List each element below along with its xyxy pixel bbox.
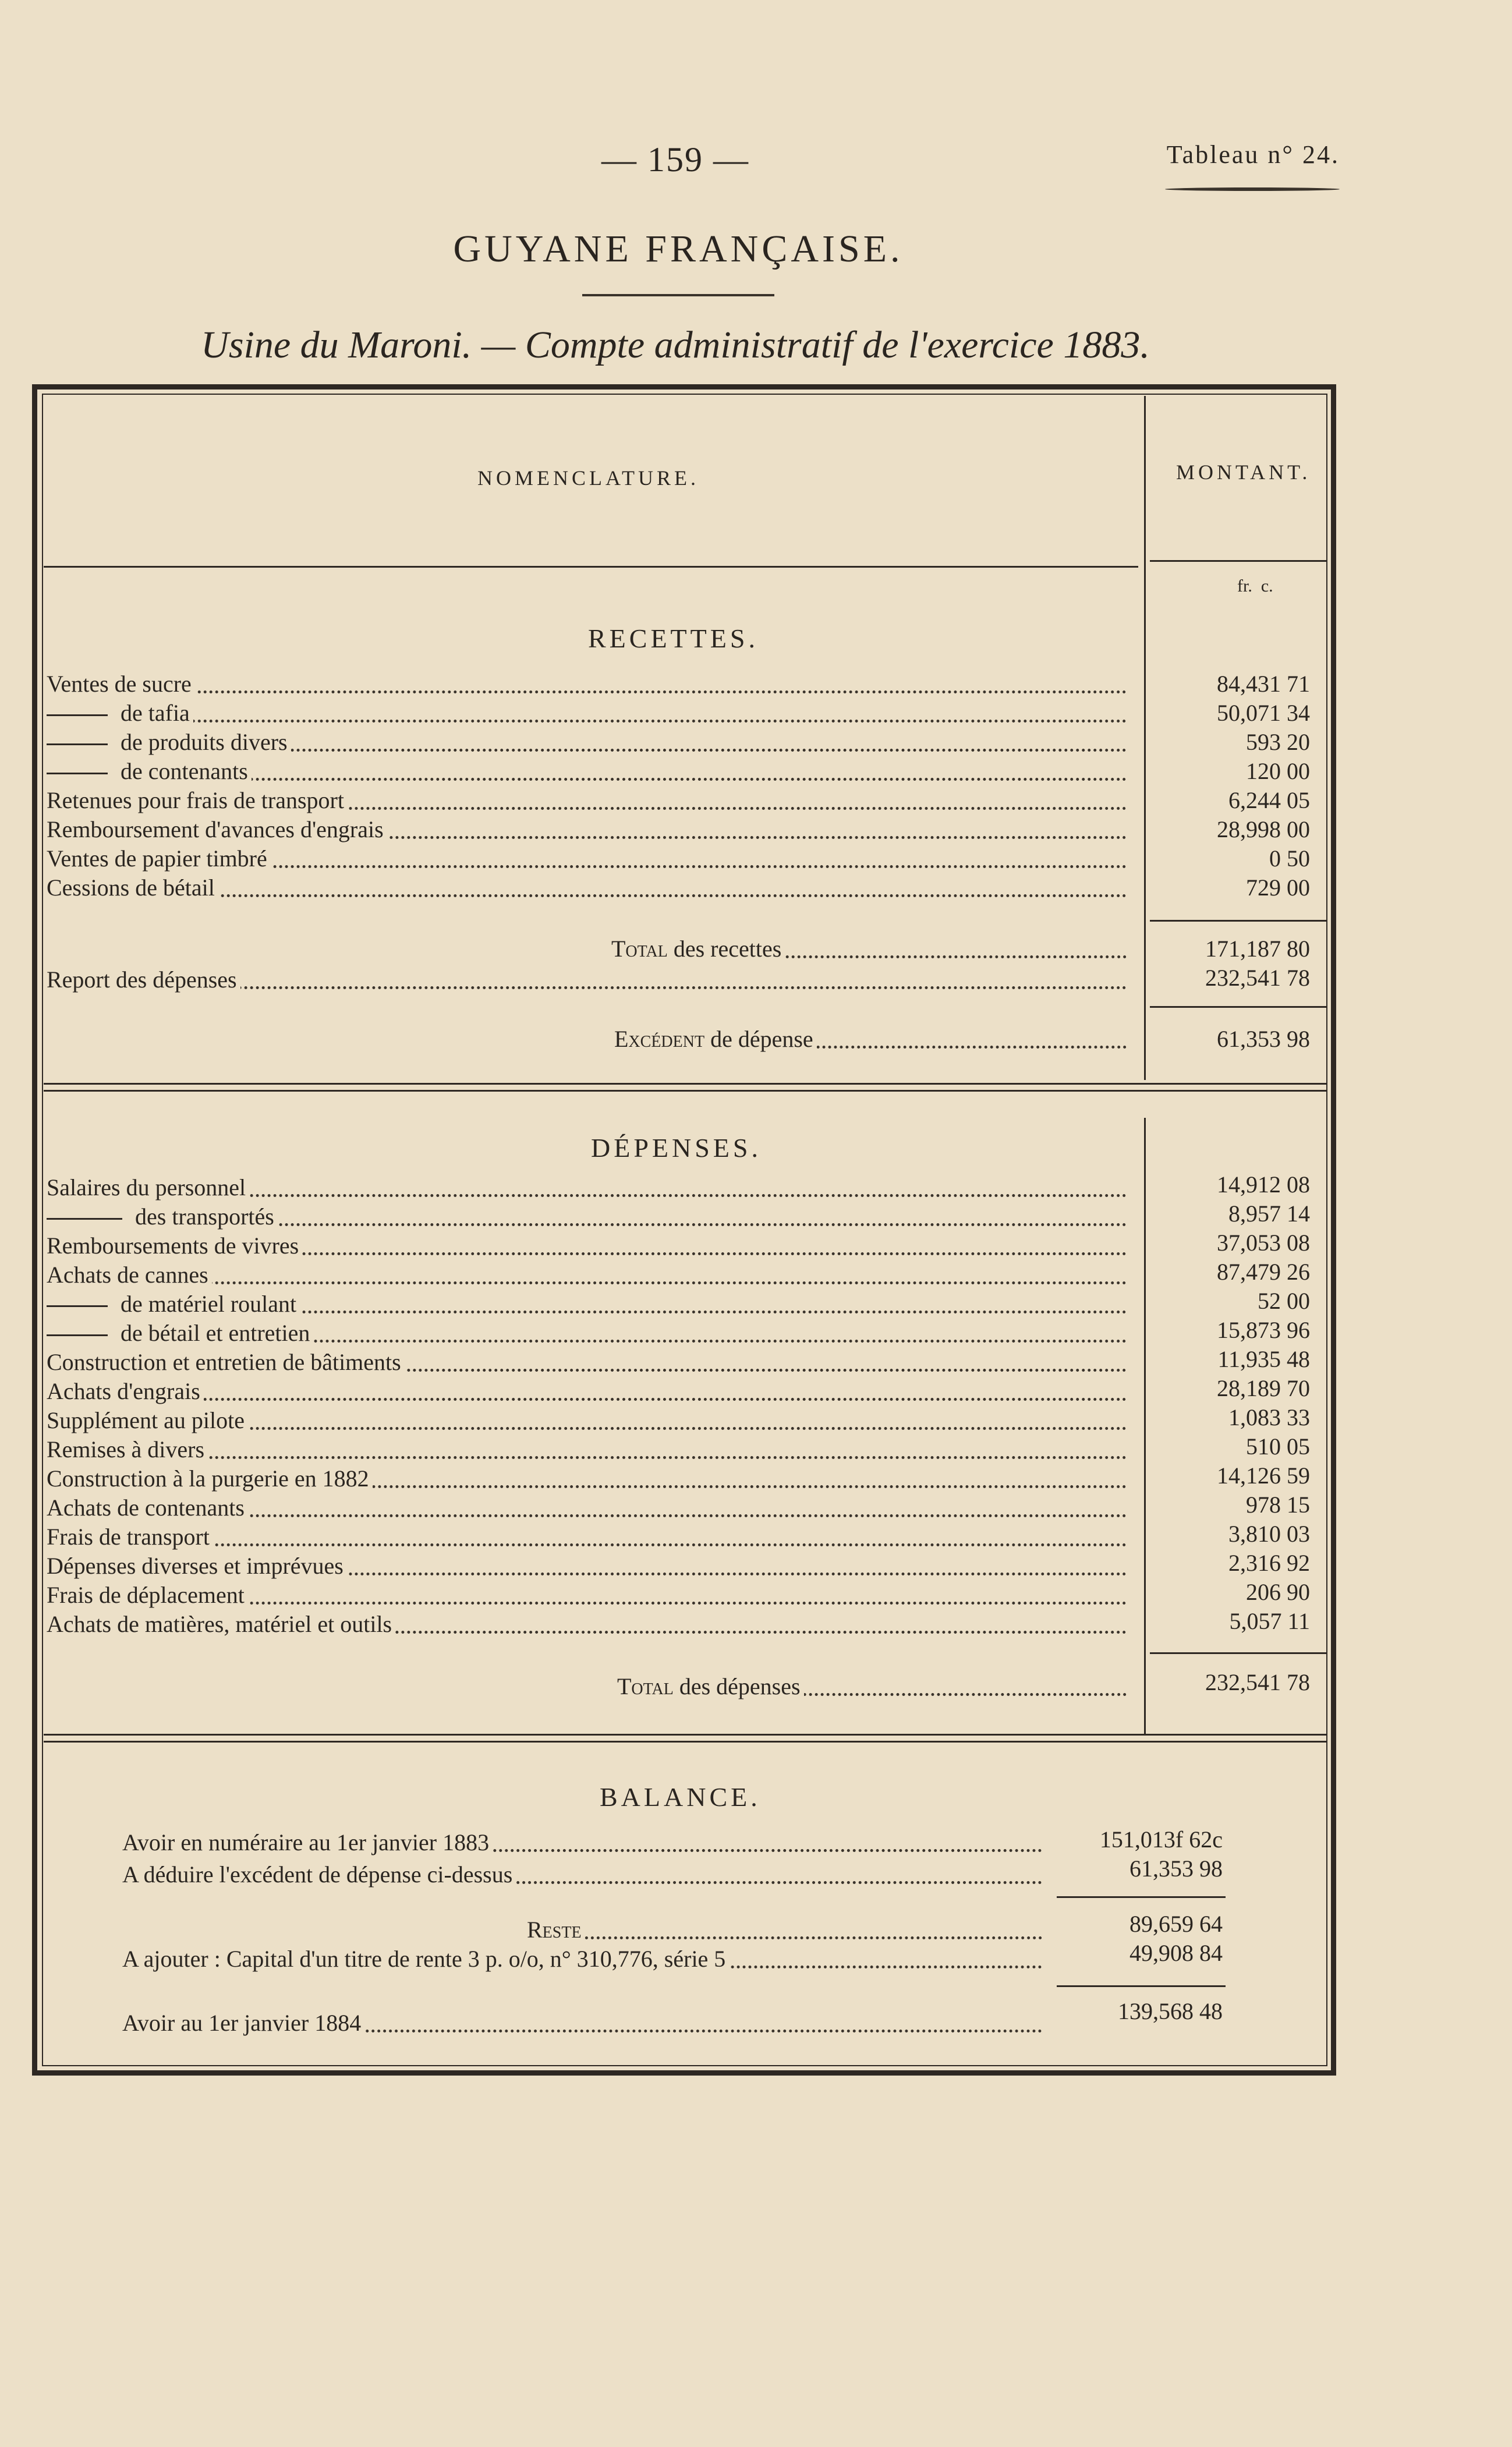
amount: 6,244 05 [1228, 787, 1310, 813]
subtotal-rule [1150, 1006, 1327, 1008]
list-item: Ventes de sucre [47, 670, 1132, 699]
amount: 52 00 [1258, 1288, 1310, 1314]
subtotal-rule [1150, 920, 1327, 922]
section-heading-balance: BALANCE. [600, 1782, 761, 1812]
amount: 8,957 14 [1228, 1201, 1310, 1227]
section-heading-depenses: DÉPENSES. [591, 1133, 762, 1163]
list-item: Ventes de papier timbré [47, 844, 1132, 873]
amount: 14,126 59 [1217, 1462, 1310, 1489]
balance-row-avoir-1883: Avoir en numéraire au 1er janvier 1883 [122, 1828, 1048, 1857]
balance-amount: 49,908 84 [1129, 1940, 1223, 1966]
list-item: Construction à la purgerie en 1882 [47, 1464, 1132, 1493]
list-item: Remboursements de vivres [47, 1231, 1132, 1260]
report-depenses-row: Report des dépenses [47, 965, 1132, 994]
amount: 15,873 96 [1217, 1317, 1310, 1343]
list-item: de contenants [47, 757, 1132, 786]
amount: 28,189 70 [1217, 1375, 1310, 1401]
list-item: Remises à divers [47, 1435, 1132, 1464]
amount: 120 00 [1246, 758, 1310, 784]
total-depenses-amount: 232,541 78 [1205, 1669, 1310, 1695]
amount: 11,935 48 [1217, 1346, 1310, 1372]
page-title: GUYANE FRANÇAISE. [453, 228, 904, 270]
list-item: Achats d'engrais [47, 1377, 1132, 1406]
page-number: — 159 — [601, 140, 749, 179]
balance-amount: 61,353 98 [1129, 1855, 1223, 1882]
tableau-underline [1165, 187, 1340, 191]
amount: 978 15 [1246, 1492, 1310, 1518]
section-divider [44, 1741, 1327, 1743]
excedent-amount: 61,353 98 [1217, 1026, 1310, 1052]
amount: 28,998 00 [1217, 816, 1310, 842]
balance-amount: 139,568 48 [1118, 1998, 1223, 2024]
list-item: Salaires du personnel [47, 1173, 1132, 1202]
list-item: Frais de transport [47, 1522, 1132, 1552]
list-item: Frais de déplacement [47, 1581, 1132, 1610]
amount: 37,053 08 [1217, 1230, 1310, 1256]
column-header-nomenclature: NOMENCLATURE. [477, 466, 699, 490]
list-item: Achats de matières, matériel et outils [47, 1610, 1132, 1639]
list-item: Retenues pour frais de transport [47, 786, 1132, 815]
amount: 2,316 92 [1228, 1550, 1310, 1576]
amount: 1,083 33 [1228, 1404, 1310, 1430]
section-divider [44, 1734, 1327, 1736]
amount: 87,479 26 [1217, 1259, 1310, 1285]
section-divider [44, 1083, 1327, 1085]
subtotal-rule [1057, 1896, 1226, 1898]
subtotal-rule [1057, 1985, 1226, 1987]
section-divider [44, 1090, 1327, 1092]
subtotal-rule [1150, 1652, 1327, 1654]
list-item: de produits divers [47, 728, 1132, 757]
section-heading-recettes: RECETTES. [588, 624, 759, 653]
total-depenses-row: Total des dépenses [617, 1672, 1132, 1701]
list-item: Cessions de bétail [47, 873, 1132, 902]
tableau-number: Tableau n° 24. [1166, 140, 1340, 169]
balance-row-ajouter: A ajouter : Capital d'un titre de rente 3 p. o/o, n° 310,776, série 5 [122, 1945, 1048, 1974]
amount: 729 00 [1246, 874, 1310, 901]
header-rule-left [44, 566, 1138, 568]
units-label: fr. c. [1237, 576, 1273, 596]
total-recettes-row: Total des recettes [611, 934, 1132, 964]
excedent-row: Excédent de dépense [614, 1025, 1132, 1054]
amount: 5,057 11 [1229, 1608, 1310, 1634]
report-depenses-amount: 232,541 78 [1205, 965, 1310, 991]
amount: 14,912 08 [1217, 1171, 1310, 1198]
list-item: Achats de contenants [47, 1493, 1132, 1522]
page-subtitle: Usine du Maroni. — Compte administratif de l'exercice 1883. [201, 324, 1150, 366]
balance-amount: 151,013f 62c [1099, 1826, 1223, 1853]
header-rule-right [1150, 560, 1327, 562]
list-item: des transportés [47, 1202, 1132, 1231]
list-item: de bétail et entretien [47, 1319, 1132, 1348]
list-item: Remboursement d'avances d'engrais [47, 815, 1132, 844]
balance-row-reste: Reste [527, 1915, 1048, 1945]
list-item: Achats de cannes [47, 1260, 1132, 1290]
amount: 0 50 [1269, 845, 1310, 872]
amount: 510 05 [1246, 1433, 1310, 1460]
amount: 593 20 [1246, 729, 1310, 755]
list-item: de tafia [47, 699, 1132, 728]
balance-row-deduire: A déduire l'excédent de dépense ci-dessus [122, 1860, 1048, 1889]
list-item: Supplément au pilote [47, 1406, 1132, 1435]
balance-amount: 89,659 64 [1129, 1911, 1223, 1937]
column-header-montant: MONTANT. [1176, 461, 1311, 484]
amount: 50,071 34 [1217, 700, 1310, 726]
list-item: Dépenses diverses et imprévues [47, 1552, 1132, 1581]
amount: 3,810 03 [1228, 1521, 1310, 1547]
total-recettes-amount: 171,187 80 [1205, 936, 1310, 962]
amount: 206 90 [1246, 1579, 1310, 1605]
amount: 84,431 71 [1217, 671, 1310, 697]
list-item: Construction et entretien de bâtiments [47, 1348, 1132, 1377]
title-divider [582, 294, 774, 296]
balance-row-avoir-1884: Avoir au 1er janvier 1884 [122, 2009, 1048, 2038]
list-item: de matériel roulant [47, 1290, 1132, 1319]
